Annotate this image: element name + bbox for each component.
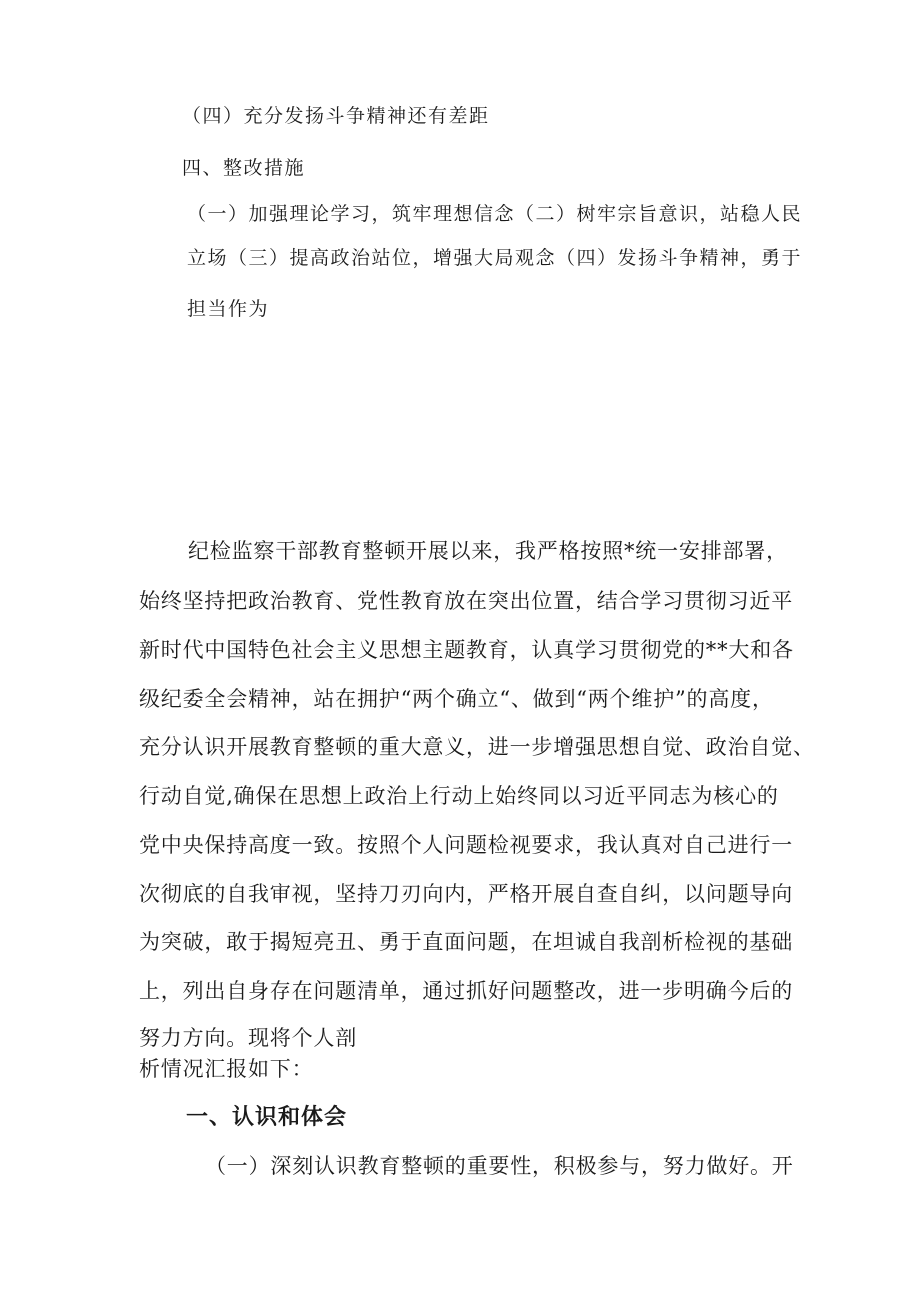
section1-heading: 一、认识和体会 [186,1105,348,1130]
intro-paragraph-line: 充分认识开展教育整顿的重大意义，进一步增强思想自觉、政治自觉、 [139,735,815,759]
intro-paragraph-line: 为突破，敢于揭短亮丑、勇于直面问题，在坦诚自我剖析检视的基础 [139,930,793,954]
intro-paragraph-line: 党中央保持高度一致。按照个人问题检视要求，我认真对自己进行一 [139,833,793,857]
section1-first-line: （一）深刻认识教育整顿的重要性，积极参与，努力做好。开 [205,1154,794,1178]
intro-paragraph-line: 次彻底的自我审视，坚持刀刃向内，严格开展自查自纠，以问题导向 [139,882,793,906]
measures-line: 担当作为 [187,298,270,320]
intro-paragraph-line: 级纪委全会精神，站在拥护“两个确立“、做到“两个维护”的高度， [139,687,774,711]
intro-paragraph-line: 纪检监察干部教育整顿开展以来，我严格按照*统一安排部署， [188,539,788,563]
intro-paragraph-line: 上，列出自身存在问题清单，通过抓好问题整改，进一步明确今后的 [139,979,793,1003]
section4-heading: 四、整改措施 [182,157,306,179]
measures-line: 立场（三）提高政治站位，增强大局观念（四）发扬斗争精神，勇于 [187,247,803,269]
measures-line: （一）加强理论学习，筑牢理想信念（二）树牢宗旨意识，站稳人民 [187,203,803,225]
intro-paragraph-line: 行动自觉,确保在思想上政治上行动上始终同以习近平同志为核心的 [139,784,779,808]
intro-paragraph-line: 始终坚持把政治教育、党性教育放在突出位置，结合学习贯彻习近平 [139,589,793,613]
intro-paragraph-line: 析情况汇报如下： [139,1057,314,1081]
item4-title: （四）充分发扬斗争精神还有差距 [182,105,490,127]
intro-paragraph-line: 努力方向。现将个人剖 [139,1026,357,1050]
intro-paragraph-line: 新时代中国特色社会主义思想主题教育，认真学习贯彻党的**大和各 [139,638,794,662]
